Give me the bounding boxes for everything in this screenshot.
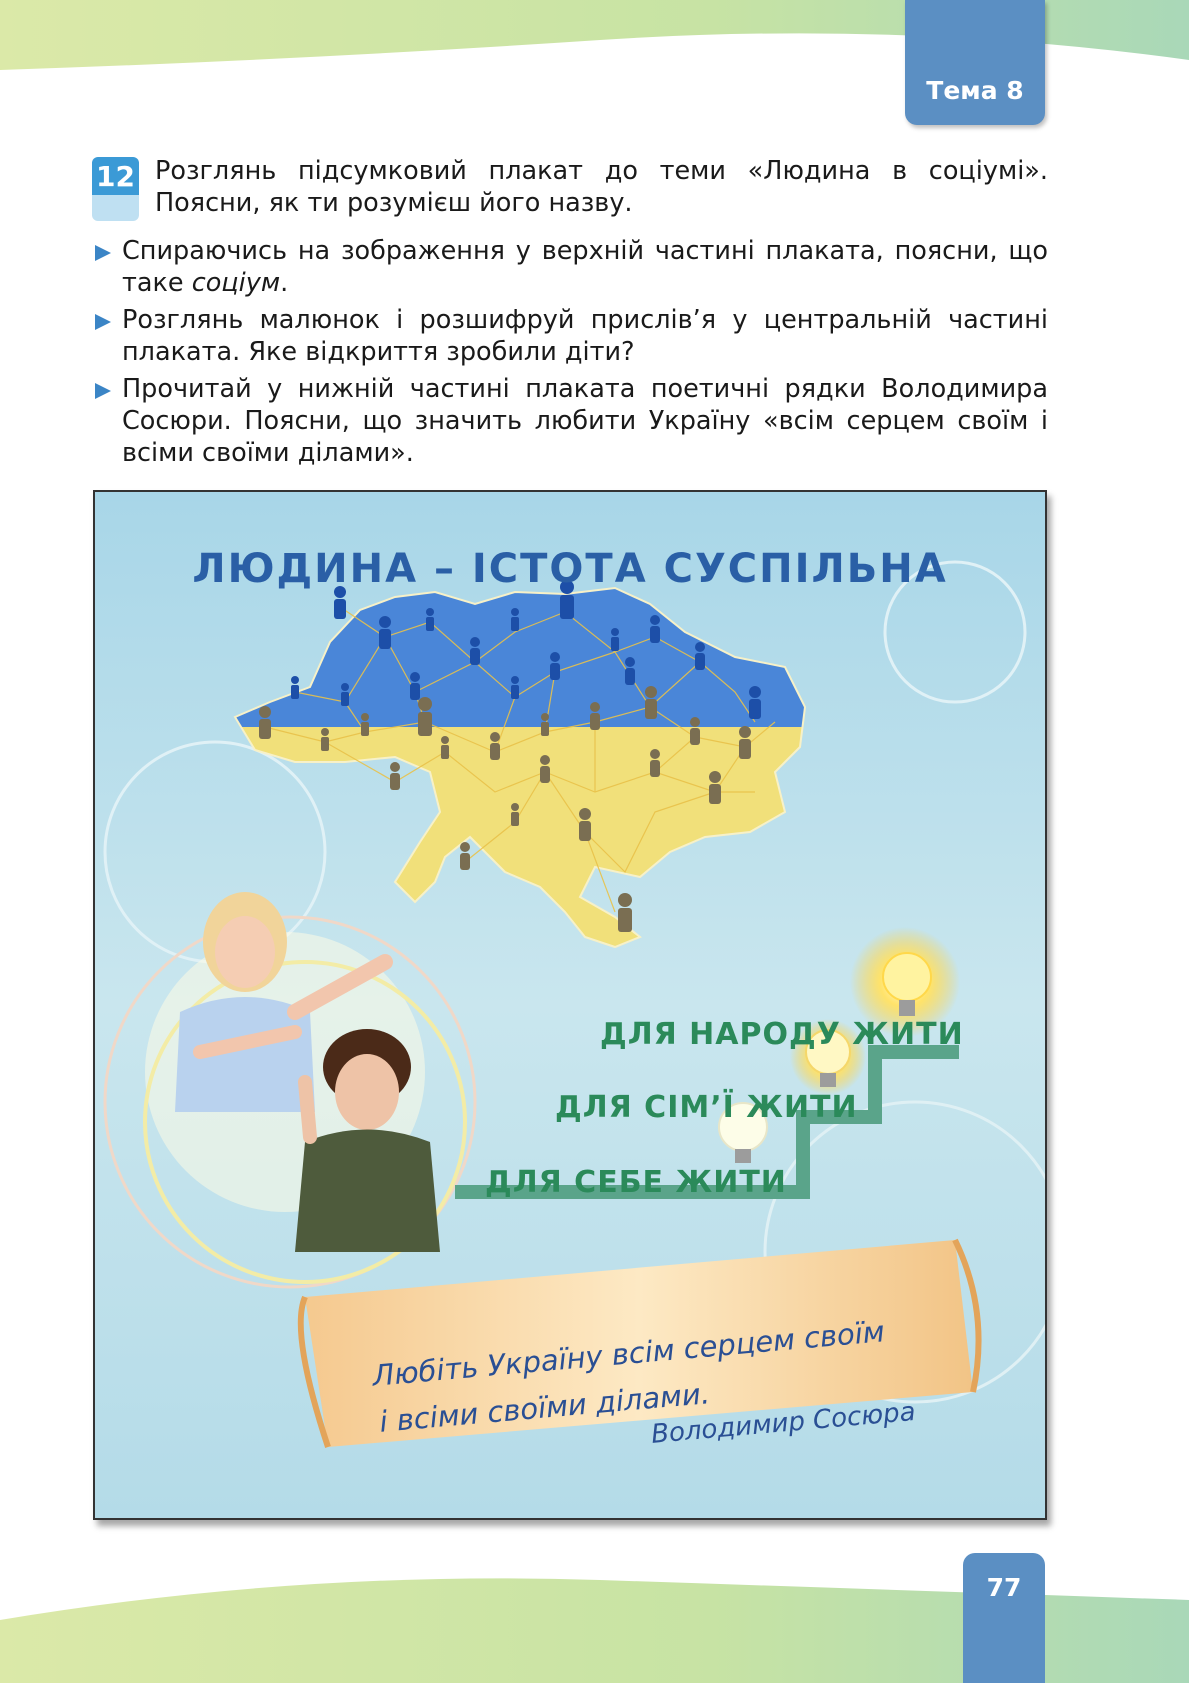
quote-author: Володимир Сосюра [650, 1396, 917, 1450]
bullet-item-3: Прочитай у нижній частині плаката поетичні рядки Володимира Сосюри. Поясни, що значить любити Україну «всім серцем своїм і всіми своїми ділами». [95, 373, 1048, 469]
bullet-item-1: Спираючись на зображення у верхній частині плаката, поясни, що таке соціум. [95, 235, 1048, 299]
bullet-item-2: Розглянь малюнок і розшифруй прислів’я у центральній частині плаката. Яке відкриття зробили діти? [95, 304, 1048, 368]
task-number-underlay [92, 195, 139, 221]
page-number: 77 [963, 1553, 1045, 1683]
summary-poster [93, 490, 1047, 1520]
step-label-bottom: ДЛЯ СЕБЕ ЖИТИ [485, 1165, 787, 1200]
task-number-badge: 12 [92, 157, 139, 195]
task-instruction: Розглянь підсумковий плакат до теми «Людина в соціумі». Поясни, як ти розумієш його назву. [155, 156, 1048, 218]
quote-line-2: і всіми своїми ділами. [378, 1376, 712, 1439]
step-label-top: ДЛЯ НАРОДУ ЖИТИ [600, 1017, 964, 1052]
poster-title: ЛЮДИНА – ІСТОТА СУСПІЛЬНА [192, 546, 948, 592]
step-label-middle: ДЛЯ СІМ’Ї ЖИТИ [555, 1090, 858, 1125]
quote-line-1: Любіть Україну всім серцем своїм [371, 1314, 886, 1393]
topic-tab: Тема 8 [905, 0, 1045, 125]
